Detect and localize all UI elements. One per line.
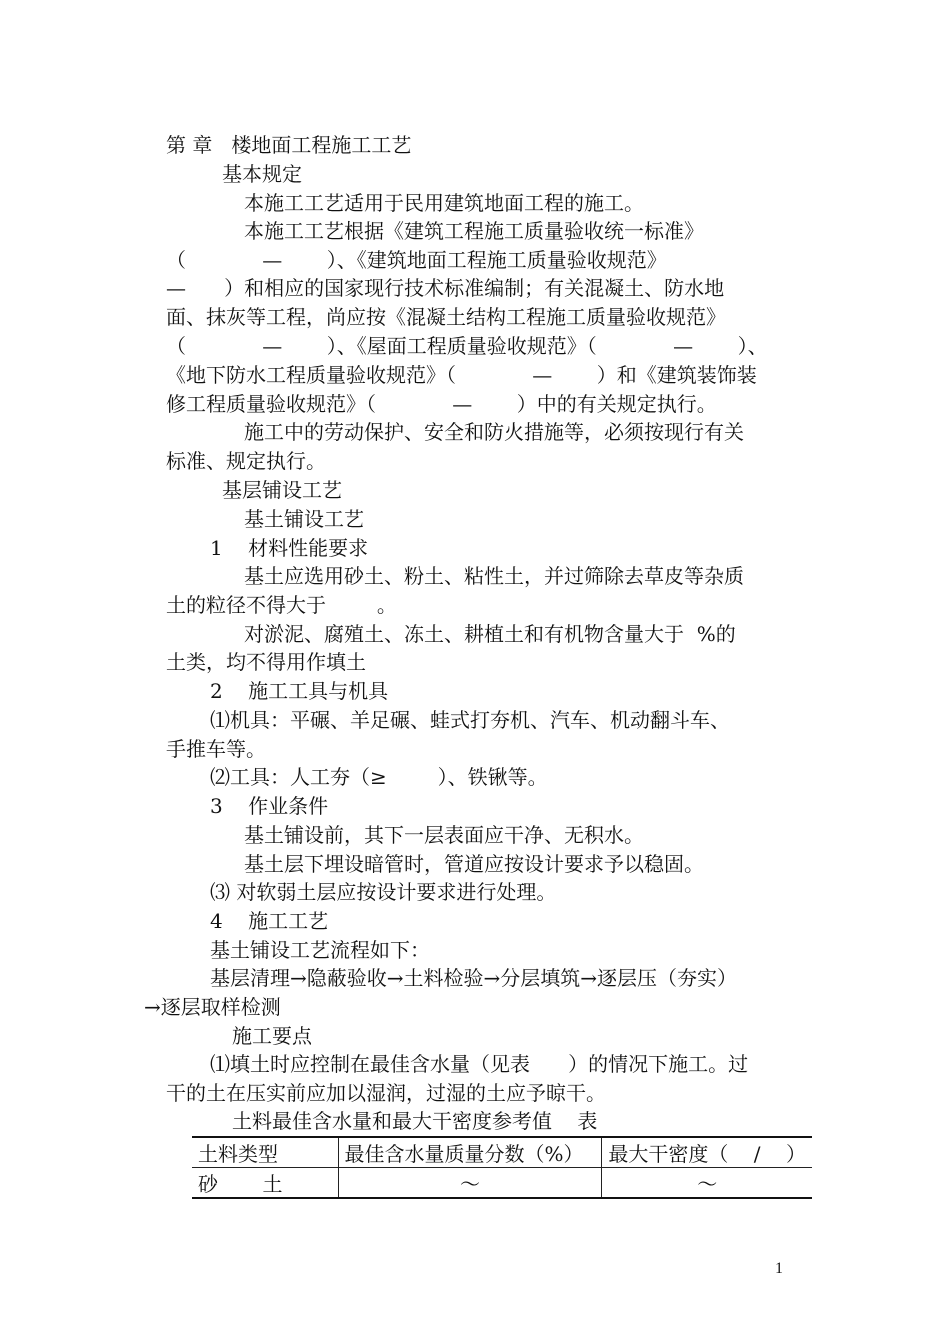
paragraph-line: 基层清理→隐蔽验收→土料检验→分层填筑→逐层压（夯实） — [210, 966, 738, 990]
table-header-cell: 最佳含水量质量分数（%） — [338, 1137, 602, 1168]
numbered-heading: 2 施工工具与机具 — [210, 679, 389, 703]
table-header-row — [192, 1137, 812, 1168]
subsection-heading: 基土铺设工艺 — [244, 507, 364, 531]
paragraph-line: 修工程质量验收规范》（ — ）中的有关规定执行。 — [166, 392, 717, 416]
paragraph-line: 《地下防水工程质量验收规范》（ — ）和《建筑装饰装 — [166, 363, 757, 387]
table-cell: ～ — [602, 1168, 812, 1199]
table-cell: 砂 土 — [192, 1168, 338, 1199]
paragraph-line: 基土应选用砂土、粉土、粘性土，并过筛除去草皮等杂质 — [244, 564, 744, 588]
numbered-heading: 1 材料性能要求 — [210, 536, 369, 560]
page-number: 1 — [775, 1260, 783, 1277]
table-caption: 土料最佳含水量和最大干密度参考值 表 — [232, 1109, 598, 1133]
paragraph-line: 土的粒径不得大于 。 — [166, 593, 397, 617]
paragraph-line: 施工中的劳动保护、安全和防火措施等，必须按现行有关 — [244, 420, 744, 444]
soil-density-table — [192, 1136, 812, 1199]
paragraph-line: ⑴机具：平碾、羊足碾、蛙式打夯机、汽车、机动翻斗车、 — [210, 708, 730, 732]
paragraph-line: 基土铺设工艺流程如下： — [210, 938, 430, 962]
paragraph-line: （ — ）、《建筑地面工程施工质量验收规范》 — [166, 248, 667, 272]
paragraph-line: ⑵工具：人工夯（≥ ）、铁锹等。 — [210, 765, 548, 789]
paragraph-line: 本施工工艺适用于民用建筑地面工程的施工。 — [244, 191, 644, 215]
paragraph-line: ⑴填土时应控制在最佳含水量（见表 ）的情况下施工。过 — [210, 1052, 749, 1076]
section-heading: 基本规定 — [222, 162, 302, 186]
paragraph-line: 对淤泥、腐殖土、冻土、耕植土和有机物含量大于 %的 — [244, 622, 736, 646]
table-header-cell: 最大干密度（ / ） — [602, 1137, 812, 1168]
paragraph-line: （ — ）、《屋面工程质量验收规范》（ — ）、 — [166, 334, 768, 358]
paragraph-line: 基土层下埋设暗管时，管道应按设计要求予以稳固。 — [244, 852, 704, 876]
chapter-title: 第 章 楼地面工程施工工艺 — [166, 133, 412, 157]
table-row — [192, 1168, 812, 1199]
paragraph-line: →逐层取样检测 — [144, 995, 281, 1019]
paragraph-line: 干的土在压实前应加以湿润，过湿的土应予晾干。 — [166, 1081, 606, 1105]
numbered-heading: 4 施工工艺 — [210, 909, 329, 933]
paragraph-line: ⑶ 对软弱土层应按设计要求进行处理。 — [210, 880, 557, 904]
paragraph-line: 标准、规定执行。 — [166, 449, 326, 473]
subsection-heading: 施工要点 — [232, 1024, 312, 1048]
numbered-heading: 3 作业条件 — [210, 794, 329, 818]
paragraph-line: 基土铺设前，其下一层表面应干净、无积水。 — [244, 823, 644, 847]
paragraph-line: 土类，均不得用作填土 — [166, 650, 366, 674]
table-header-cell: 土料类型 — [192, 1137, 338, 1168]
paragraph-line: 本施工工艺根据《建筑工程施工质量验收统一标准》 — [244, 219, 704, 243]
paragraph-line: 手推车等。 — [166, 737, 266, 761]
table-cell: ～ — [338, 1168, 602, 1199]
paragraph-line: 面、抹灰等工程，尚应按《混凝土结构工程施工质量验收规范》 — [166, 305, 726, 329]
section-heading: 基层铺设工艺 — [222, 478, 342, 502]
paragraph-line: — ）和相应的国家现行技术标准编制；有关混凝土、防水地 — [166, 276, 725, 300]
